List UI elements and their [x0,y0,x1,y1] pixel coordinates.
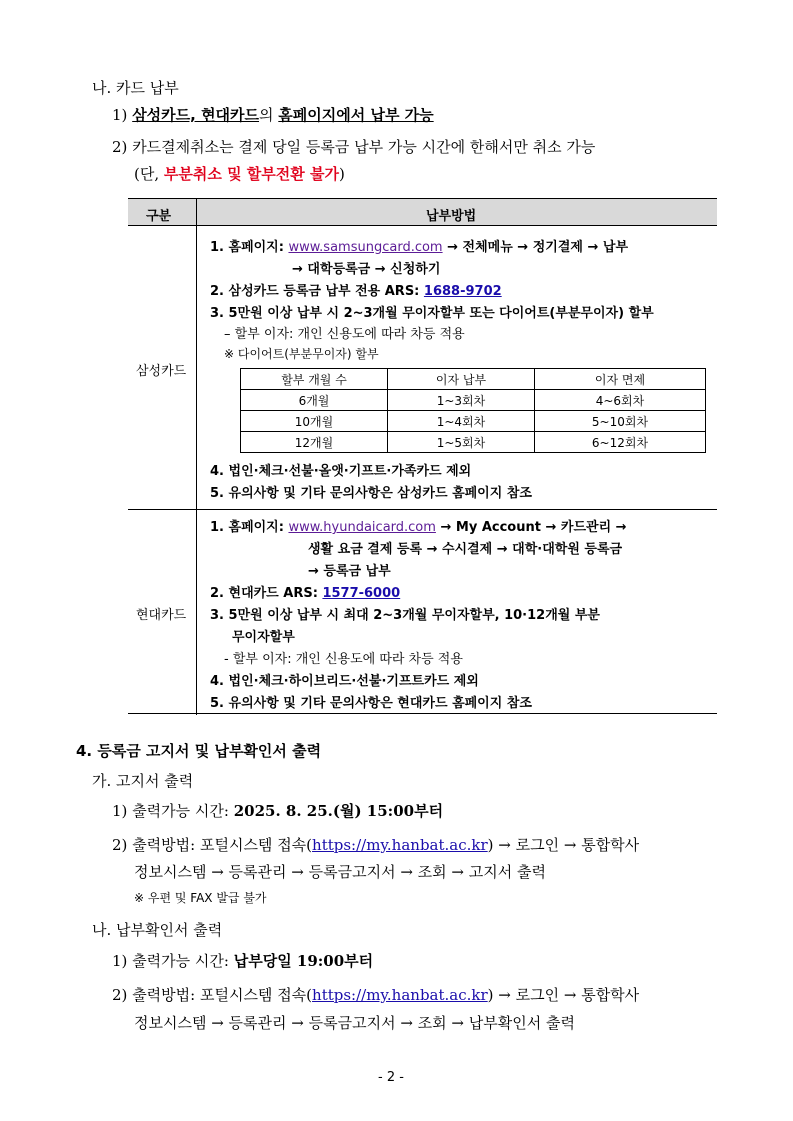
installment-table [240,368,706,453]
invoice-method-path: ) → 로그인 → 통합학사 [487,836,640,854]
hyundai-line-1-cont2: → 등록금 납부 [308,564,391,579]
samsung-homepage-label: 1. 홈페이지: [210,240,289,255]
item-number: 1) [112,106,128,124]
invoice-item-1 [112,800,443,821]
card-item-2-cont [134,163,345,184]
samsung-ars-label: 2. 삼성카드 등록금 납부 전용 ARS: [210,284,424,299]
section-4-heading: 4. 등록금 고지서 및 납부확인서 출력 [76,742,322,760]
samsung-line-2 [210,280,502,299]
hyundai-homepage-label: 1. 홈페이지: [210,520,289,535]
hyundai-line-2 [210,582,400,601]
item-number: 2) [112,986,128,1004]
samsung-ars-number[interactable]: 1688-9702 [423,284,502,299]
item-number: 1) [112,802,128,820]
table-divider [196,198,197,715]
samsung-homepage-link[interactable]: www.samsungcard.com [288,240,443,255]
installment-header-interest-paid: 이자 납부 [388,369,535,390]
table-header [128,198,717,226]
cancel-rule: 카드결제취소는 결제 당일 등록금 납부 가능 시간에 한해서만 취소 가능 [132,138,596,156]
samsung-line-4: 4. 법인·체크·선불·올앳·기프트·가족카드 제외 [210,464,472,479]
homepage-payment: 홈페이지에서 납부 가능 [278,106,434,124]
samsung-line-1 [210,236,628,255]
hyundai-line-1 [210,516,627,535]
installment-free: 4~6회차 [535,390,706,411]
table-row [241,432,706,453]
invoice-time-value: 2025. 8. 25.(월) 15:00부터 [233,802,444,820]
hyundai-interest-note: - 할부 이자: 개인 신용도에 따라 차등 적용 [224,652,463,667]
item-number: 2) [112,836,128,854]
portal-link[interactable]: https://my.hanbat.ac.kr [312,836,488,854]
hyundai-homepage-link[interactable]: www.hyundaicard.com [288,520,436,535]
subsection-confirmation-heading: 나. 납부확인서 출력 [92,921,223,939]
table-bottom-border [128,713,717,714]
hyundai-line-3-cont: 무이자할부 [232,630,295,645]
hyundai-line-1-cont1: 생활 요금 결제 등록 → 수시결제 → 대학·대학원 등록금 [308,542,623,557]
samsung-interest-note: – 할부 이자: 개인 신용도에 따라 차등 적용 [224,327,465,342]
confirmation-time-value: 납부당일 19:00부터 [233,952,374,970]
item-connector: 의 [259,106,279,124]
subsection-invoice-heading: 가. 고지서 출력 [92,772,194,790]
samsung-line-1-cont: → 대학등록금 → 신청하기 [292,262,441,277]
installment-paid: 1~3회차 [388,390,535,411]
confirmation-item-2-cont: 정보시스템 → 등록관리 → 등록금고지서 → 조회 → 납부확인서 출력 [134,1014,575,1032]
header-category: 구분 [146,209,172,224]
invoice-note: ※ 우편 및 FAX 발급 불가 [134,891,267,905]
hyundai-line-3: 3. 5만원 이상 납부 시 최대 2~3개월 무이자할부, 10·12개월 부분 [210,608,600,623]
samsung-menu-path: → 전체메뉴 → 정기결제 → 납부 [442,240,629,255]
installment-header-months: 할부 개월 수 [241,369,388,390]
samsung-line-5: 5. 유의사항 및 기타 문의사항은 삼성카드 홈페이지 참조 [210,486,532,501]
samsung-diet-note: ※ 다이어트(부분무이자) 할부 [224,347,379,361]
installment-paid: 1~5회차 [388,432,535,453]
card-companies: 삼성카드, 현대카드 [132,106,260,124]
item-number: 1) [112,952,128,970]
samsung-line-3: 3. 5만원 이상 납부 시 2~3개월 무이자할부 또는 다이어트(부분무이자) 할부 [210,306,654,321]
installment-header-row [241,369,706,390]
invoice-item-2 [112,834,639,855]
confirmation-method-label: 출력방법: 포털시스템 접속( [132,986,313,1004]
installment-free: 6~12회차 [535,432,706,453]
installment-paid: 1~4회차 [388,411,535,432]
installment-months: 6개월 [241,390,388,411]
row-label-hyundai: 현대카드 [136,608,187,623]
page-number: - 2 - [378,1070,404,1085]
invoice-method-label: 출력방법: 포털시스템 접속( [132,836,313,854]
confirmation-time-label: 출력가능 시간: [132,952,234,970]
invoice-time-label: 출력가능 시간: [132,802,234,820]
table-row [241,411,706,432]
header-payment-method: 납부방법 [426,209,477,224]
installment-months: 10개월 [241,411,388,432]
confirmation-item-1 [112,950,373,971]
confirmation-method-path: ) → 로그인 → 통합학사 [487,986,640,1004]
row-label-samsung: 삼성카드 [136,364,187,379]
note-open: (단, [134,165,164,183]
hyundai-ars-number[interactable]: 1577-6000 [322,586,401,601]
table-row [241,390,706,411]
installment-months: 12개월 [241,432,388,453]
note-close: ) [338,165,345,183]
hyundai-ars-label: 2. 현대카드 ARS: [210,586,323,601]
section-heading-card-payment: 나. 카드 납부 [92,79,179,97]
hyundai-menu-path: → My Account → 카드관리 → [435,520,627,535]
installment-free: 5~10회차 [535,411,706,432]
invoice-item-2-cont: 정보시스템 → 등록관리 → 등록금고지서 → 조회 → 고지서 출력 [134,863,546,881]
confirmation-item-2 [112,984,639,1005]
partial-cancel-warning: 부분취소 및 할부전환 불가 [163,165,339,183]
portal-link[interactable]: https://my.hanbat.ac.kr [312,986,488,1004]
hyundai-line-5: 5. 유의사항 및 기타 문의사항은 현대카드 홈페이지 참조 [210,696,532,711]
item-number: 2) [112,138,128,156]
card-item-2 [112,136,595,157]
hyundai-line-4: 4. 법인·체크·하이브리드·선불·기프트카드 제외 [210,674,479,689]
card-item-1 [112,104,434,125]
installment-header-interest-free: 이자 면제 [535,369,706,390]
table-row-divider [128,509,717,510]
